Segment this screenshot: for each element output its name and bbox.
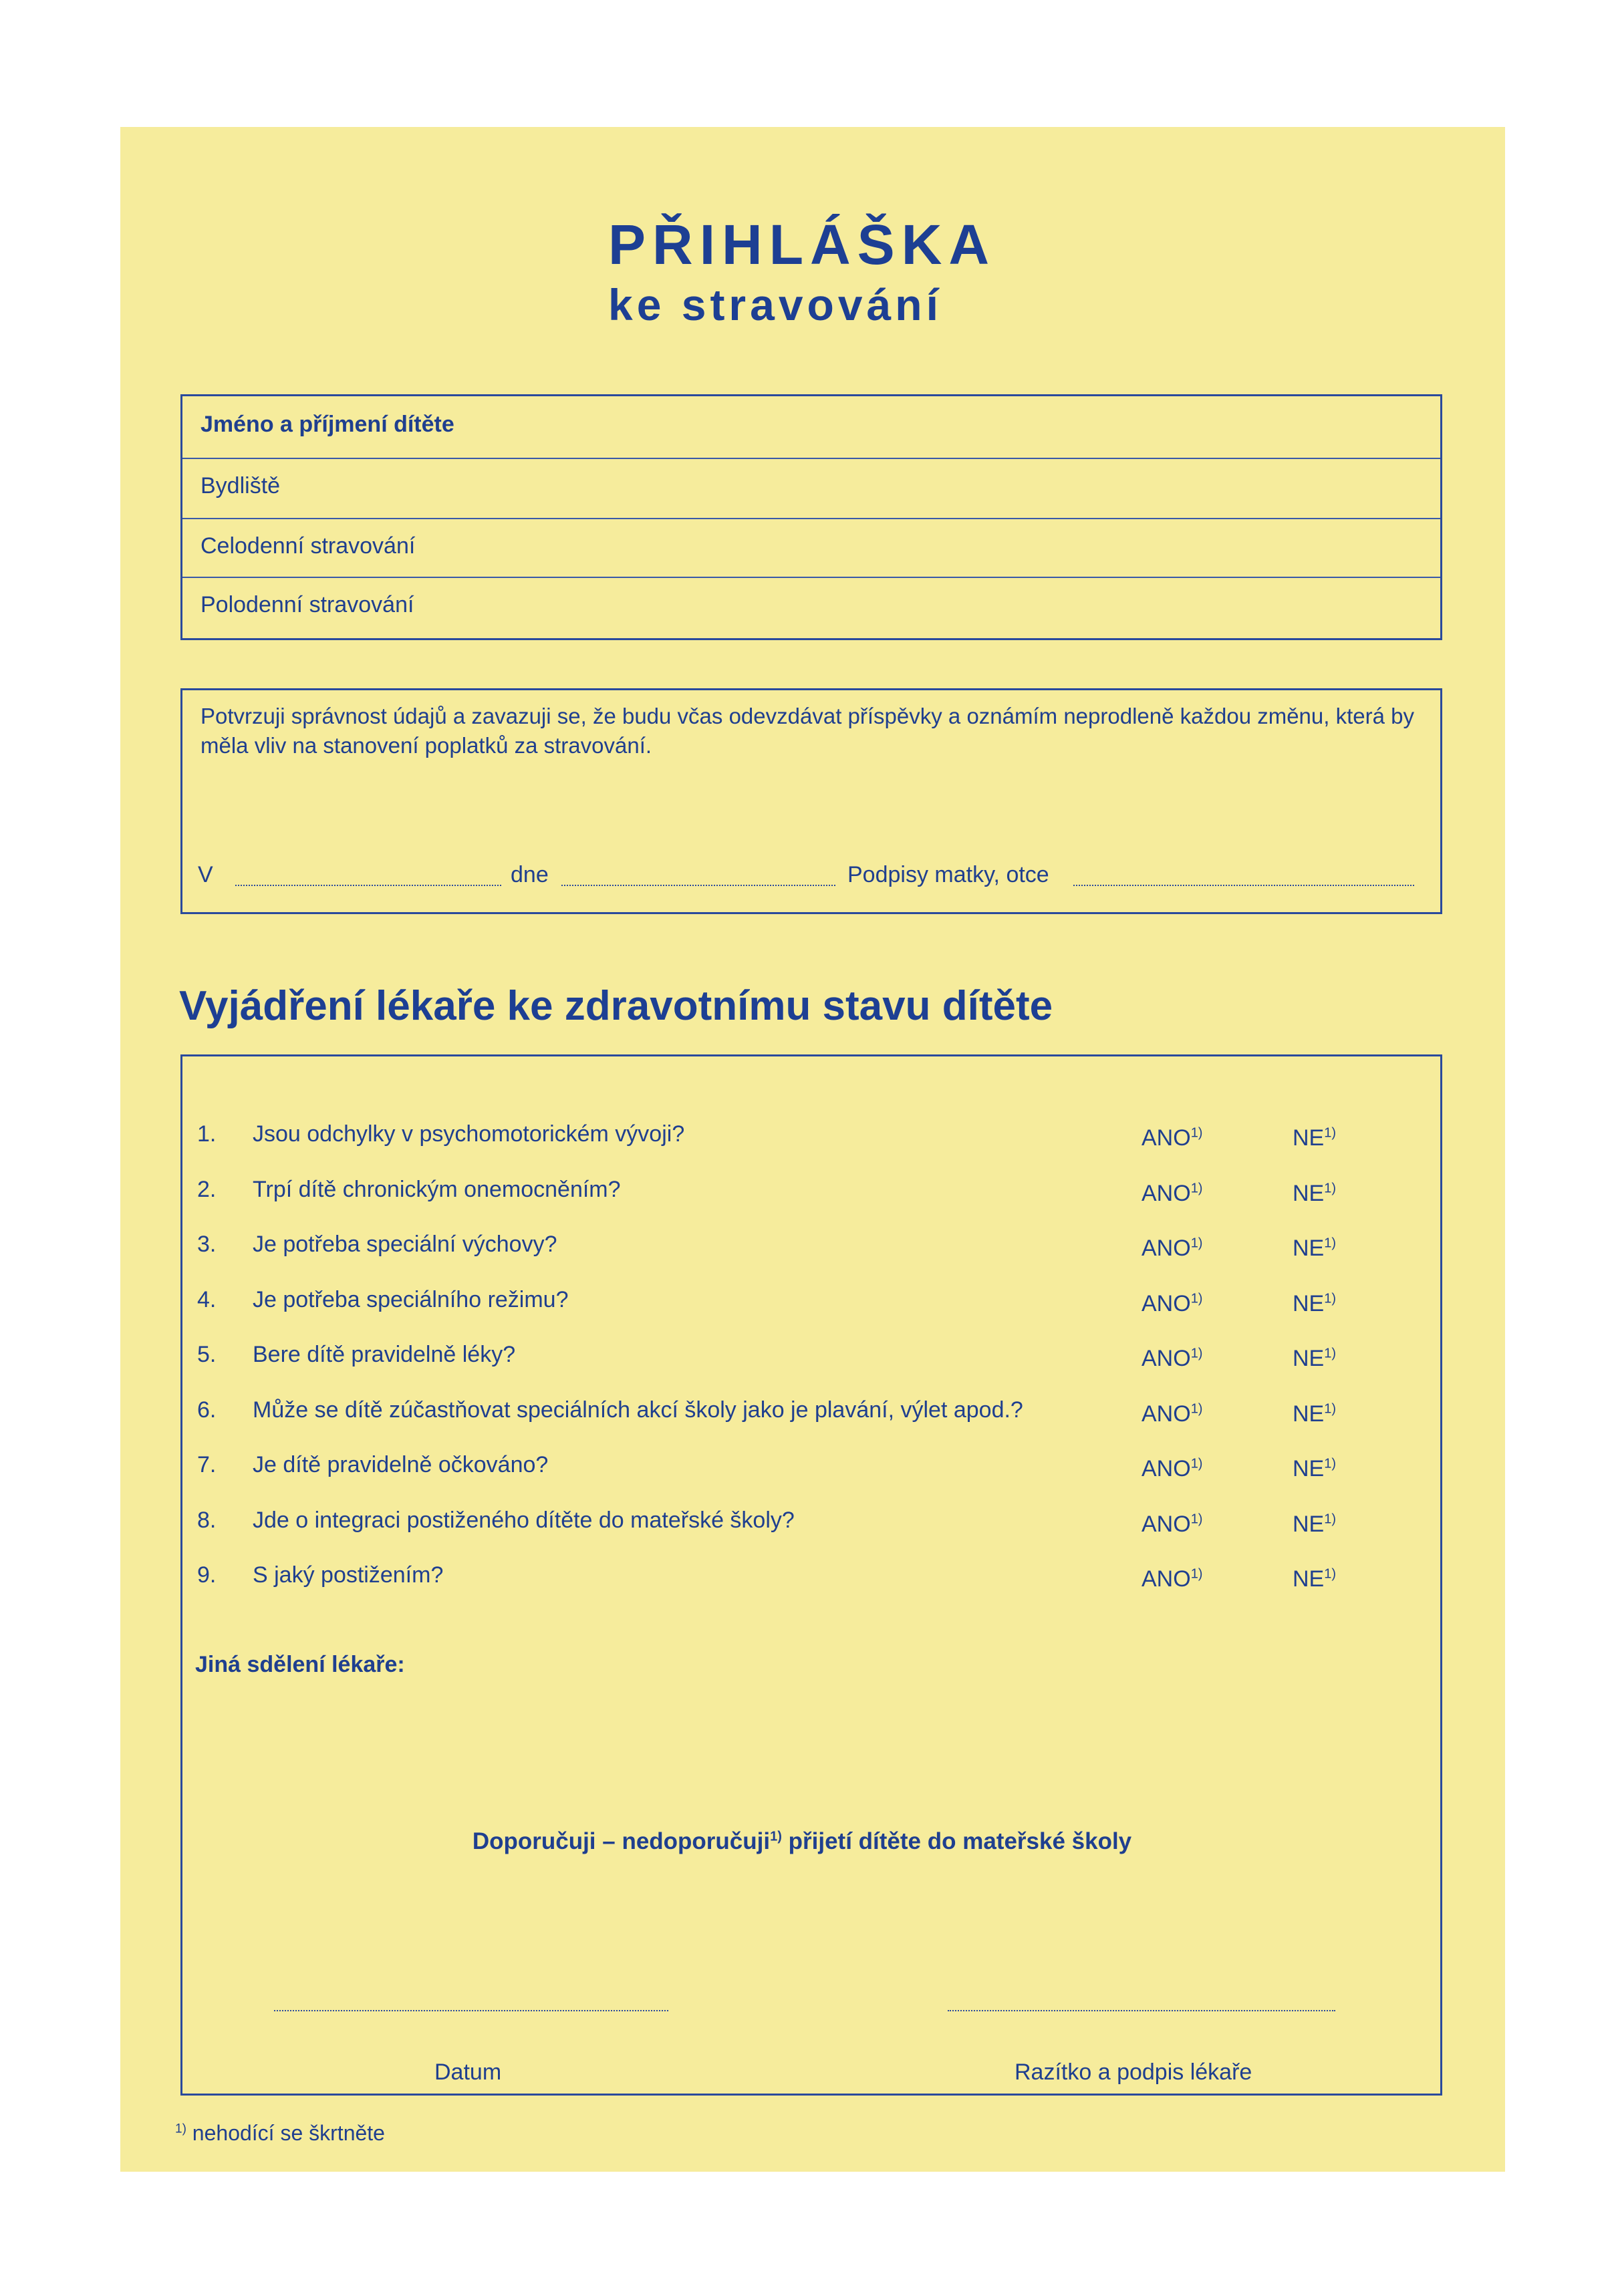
question-number: 6. — [197, 1397, 217, 1423]
answer-no-option[interactable] — [1293, 1236, 1336, 1262]
question-text: Může se dítě zúčastňovat speciálních akcí školy jako je plavání, výlet apod.? — [253, 1397, 1023, 1423]
answer-no-label: NE — [1293, 1236, 1325, 1261]
answer-yes-footnote-mark: 1) — [1190, 1181, 1203, 1196]
question-number: 7. — [197, 1452, 217, 1477]
date-label: dne — [511, 862, 549, 887]
answer-no-label: NE — [1293, 1566, 1325, 1592]
answer-yes-option[interactable] — [1142, 1566, 1202, 1592]
other-notes-label: Jiná sdělení lékaře: — [195, 1652, 405, 1677]
answer-no-footnote-mark: 1) — [1324, 1566, 1337, 1582]
question-number: 2. — [197, 1176, 217, 1202]
half-day-meals-label: Polodenní stravování — [200, 592, 414, 617]
answer-no-footnote-mark: 1) — [1324, 1456, 1337, 1471]
answer-yes-label: ANO — [1142, 1401, 1191, 1427]
date-field[interactable] — [561, 885, 835, 886]
question-text: Je potřeba speciálního režimu? — [253, 1286, 569, 1312]
answer-no-label: NE — [1293, 1346, 1325, 1371]
answer-yes-footnote-mark: 1) — [1190, 1456, 1203, 1471]
question-text: Bere dítě pravidelně léky? — [253, 1342, 516, 1367]
question-text: Je dítě pravidelně očkováno? — [253, 1452, 549, 1477]
answer-yes-option[interactable] — [1142, 1512, 1202, 1538]
doctor-stamp-label: Razítko a podpis lékaře — [1015, 2059, 1252, 2085]
recommendation-footnote-mark: 1) — [770, 1829, 782, 1844]
answer-no-footnote-mark: 1) — [1324, 1512, 1337, 1527]
child-name-label: Jméno a příjmení dítěte — [200, 412, 454, 437]
parents-signature-field[interactable] — [1073, 885, 1414, 886]
question-number: 3. — [197, 1232, 217, 1257]
question-text: Trpí dítě chronickým onemocněním? — [253, 1176, 621, 1202]
footnote — [175, 2121, 385, 2146]
answer-yes-label: ANO — [1142, 1236, 1191, 1261]
full-day-meals-label: Celodenní stravování — [200, 533, 416, 559]
answer-yes-option[interactable] — [1142, 1181, 1202, 1207]
question-text: Jde o integraci postiženého dítěte do mateřské školy? — [253, 1507, 795, 1533]
answer-yes-option[interactable] — [1142, 1291, 1202, 1317]
question-text: Je potřeba speciální výchovy? — [253, 1232, 557, 1257]
answer-no-label: NE — [1293, 1511, 1325, 1537]
answer-no-option[interactable] — [1293, 1456, 1336, 1482]
answer-yes-footnote-mark: 1) — [1190, 1401, 1203, 1417]
answer-no-option[interactable] — [1293, 1346, 1336, 1372]
recommendation-choice: Doporučuji – nedoporučuji — [472, 1828, 771, 1854]
answer-no-footnote-mark: 1) — [1324, 1236, 1337, 1251]
answer-no-label: NE — [1293, 1125, 1325, 1151]
recommendation-line — [401, 1828, 1203, 1855]
footnote-mark: 1) — [175, 2122, 186, 2136]
answer-no-label: NE — [1293, 1290, 1325, 1316]
answer-no-label: NE — [1293, 1456, 1325, 1481]
answer-no-footnote-mark: 1) — [1324, 1346, 1337, 1361]
residence-label: Bydliště — [200, 473, 281, 498]
doctor-section-heading: Vyjádření lékaře ke zdravotnímu stavu dítěte — [179, 983, 1053, 1029]
answer-yes-footnote-mark: 1) — [1190, 1125, 1203, 1141]
answer-no-option[interactable] — [1293, 1291, 1336, 1317]
answer-yes-option[interactable] — [1142, 1401, 1202, 1427]
form-title: PŘIHLÁŠKA — [608, 213, 996, 276]
doctor-date-label: Datum — [434, 2059, 502, 2085]
answer-no-option[interactable] — [1293, 1125, 1336, 1151]
answer-no-footnote-mark: 1) — [1324, 1125, 1337, 1141]
answer-no-option[interactable] — [1293, 1566, 1336, 1592]
answer-no-option[interactable] — [1293, 1401, 1336, 1427]
answer-yes-label: ANO — [1142, 1290, 1191, 1316]
question-number: 4. — [197, 1286, 217, 1312]
place-field[interactable] — [235, 885, 501, 886]
answer-no-footnote-mark: 1) — [1324, 1401, 1337, 1417]
answer-no-label: NE — [1293, 1401, 1325, 1427]
question-text: S jaký postižením? — [253, 1562, 444, 1588]
footnote-text: nehodící se škrtněte — [186, 2121, 385, 2145]
form-subtitle: ke stravování — [608, 280, 942, 329]
answer-yes-label: ANO — [1142, 1456, 1191, 1481]
question-number: 1. — [197, 1121, 217, 1147]
parents-signature-label: Podpisy matky, otce — [847, 862, 1049, 887]
question-number: 8. — [197, 1507, 217, 1533]
doctor-date-field[interactable] — [274, 2010, 668, 2011]
answer-yes-footnote-mark: 1) — [1190, 1512, 1203, 1527]
answer-yes-footnote-mark: 1) — [1190, 1346, 1203, 1361]
answer-yes-option[interactable] — [1142, 1125, 1202, 1151]
question-text: Jsou odchylky v psychomotorickém vývoji? — [253, 1121, 685, 1147]
answer-no-label: NE — [1293, 1180, 1325, 1206]
answer-yes-option[interactable] — [1142, 1236, 1202, 1262]
answer-yes-footnote-mark: 1) — [1190, 1236, 1203, 1251]
answer-yes-option[interactable] — [1142, 1346, 1202, 1372]
answer-no-footnote-mark: 1) — [1324, 1291, 1337, 1306]
recommendation-text: přijetí dítěte do mateřské školy — [781, 1828, 1132, 1854]
answer-yes-label: ANO — [1142, 1125, 1191, 1151]
answer-yes-label: ANO — [1142, 1511, 1191, 1537]
answer-yes-footnote-mark: 1) — [1190, 1566, 1203, 1582]
answer-no-option[interactable] — [1293, 1181, 1336, 1207]
answer-no-footnote-mark: 1) — [1324, 1181, 1337, 1196]
consent-text: Potvrzuji správnost údajů a zavazuji se, že budu včas odevzdávat příspěvky a oznámím neprodleně každou změnu, která by měla vliv na stanovení poplatků za stravování. — [200, 704, 1414, 758]
place-label: V — [198, 862, 213, 887]
answer-no-option[interactable] — [1293, 1512, 1336, 1538]
answer-yes-label: ANO — [1142, 1180, 1191, 1206]
question-number: 5. — [197, 1342, 217, 1367]
doctor-stamp-field[interactable] — [948, 2010, 1335, 2011]
answer-yes-label: ANO — [1142, 1566, 1191, 1592]
answer-yes-label: ANO — [1142, 1346, 1191, 1371]
answer-yes-footnote-mark: 1) — [1190, 1291, 1203, 1306]
answer-yes-option[interactable] — [1142, 1456, 1202, 1482]
question-number: 9. — [197, 1562, 217, 1588]
